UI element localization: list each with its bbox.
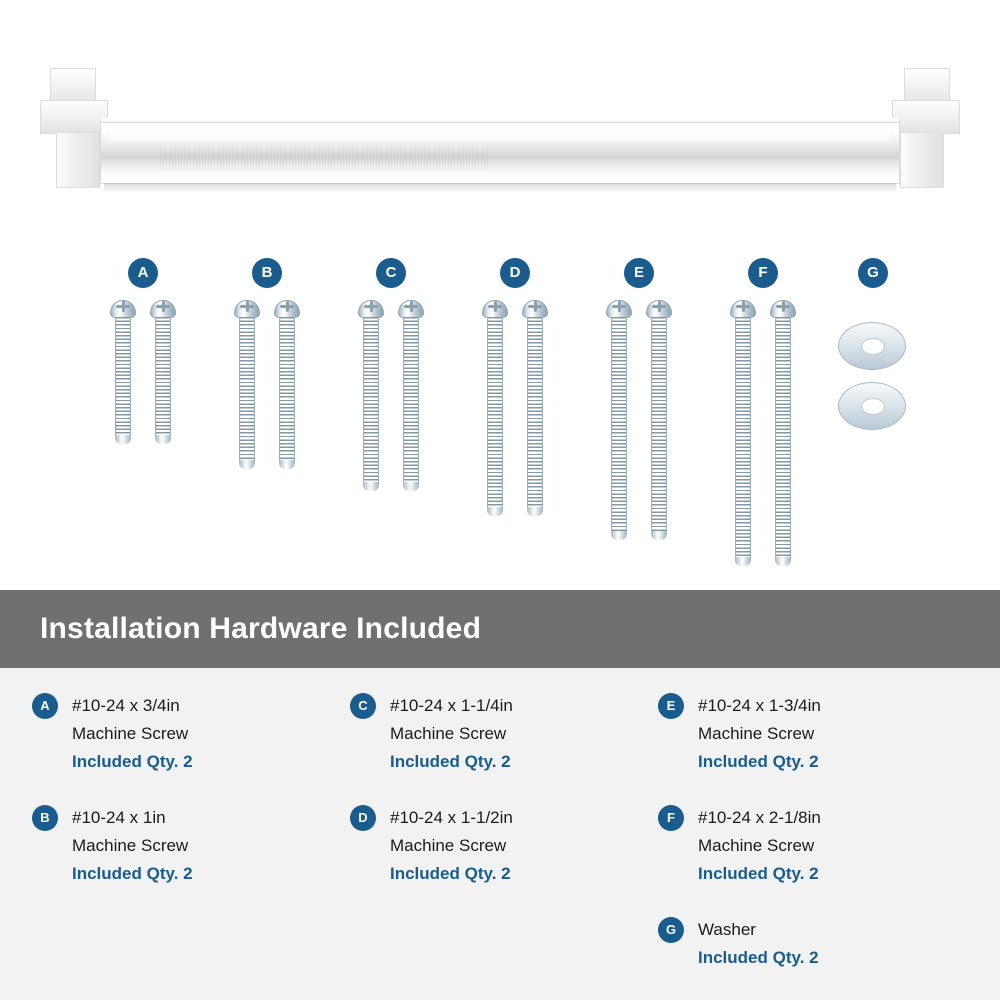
legend-badge-g: G — [658, 917, 684, 943]
screw-shank — [155, 317, 171, 435]
screw-pair-e — [604, 300, 674, 580]
legend-qty: Included Qty. 2 — [698, 864, 819, 884]
screw-slot-cross — [658, 301, 661, 312]
screw — [522, 300, 548, 580]
installation-hardware-banner — [0, 590, 1000, 668]
hardware-group-b — [232, 258, 302, 580]
screw — [274, 300, 300, 580]
legend-type: Machine Screw — [72, 836, 189, 856]
screw-slot-cross — [742, 301, 745, 312]
washer-pair — [838, 300, 908, 460]
screw-shank — [115, 317, 131, 435]
legend-qty: Included Qty. 2 — [698, 948, 819, 968]
legend-badge-c: C — [350, 693, 376, 719]
hardware-badge-g: G — [858, 258, 888, 288]
legend-qty: Included Qty. 2 — [72, 752, 193, 772]
screw-slot-cross — [162, 301, 165, 312]
post-stem — [56, 132, 100, 188]
legend-badge-a: A — [32, 693, 58, 719]
hardware-badge-e: E — [624, 258, 654, 288]
screw-tip — [651, 531, 667, 540]
screw-tip — [115, 435, 131, 444]
legend-type: Machine Screw — [698, 836, 815, 856]
screw-pair-a — [108, 300, 178, 580]
screw-slot-cross — [122, 301, 125, 312]
post-step-lower — [40, 100, 108, 134]
screw — [234, 300, 260, 580]
hardware-group-g — [838, 258, 908, 460]
bar-highlight — [110, 130, 890, 144]
legend-column-3 — [658, 692, 978, 1000]
screw — [482, 300, 508, 580]
legend-spec: #10-24 x 1-1/4in — [390, 696, 513, 715]
legend-qty: Included Qty. 2 — [698, 752, 819, 772]
post-step-upper — [50, 68, 96, 102]
washer — [838, 322, 906, 370]
hardware-group-d — [480, 258, 550, 580]
screw — [770, 300, 796, 580]
screw-shank — [735, 317, 751, 557]
hardware-badge-c: C — [376, 258, 406, 288]
screw-shank — [239, 317, 255, 460]
screw-tip — [527, 507, 543, 516]
legend-item-b — [32, 804, 332, 888]
legend-badge-f: F — [658, 805, 684, 831]
screw-tip — [279, 460, 295, 469]
hardware-legend — [0, 668, 1000, 1000]
post-step-upper — [904, 68, 950, 102]
screw-shank — [527, 317, 543, 507]
bar-texture — [160, 148, 490, 170]
hardware-badge-d: D — [500, 258, 530, 288]
screw — [730, 300, 756, 580]
screw-slot-cross — [286, 301, 289, 312]
screw — [358, 300, 384, 580]
hardware-group-f — [728, 258, 798, 580]
legend-spec: #10-24 x 1in — [72, 808, 166, 828]
legend-qty: Included Qty. 2 — [72, 864, 193, 884]
hardware-badge-f: F — [748, 258, 778, 288]
legend-item-g — [658, 916, 978, 972]
legend-qty: Included Qty. 2 — [390, 864, 511, 884]
legend-item-e — [658, 692, 978, 776]
hardware-badge-a: A — [128, 258, 158, 288]
screw-tip — [363, 482, 379, 491]
screw-tip — [487, 507, 503, 516]
legend-item-a — [32, 692, 332, 776]
legend-badge-e: E — [658, 693, 684, 719]
legend-spec: #10-24 x 1-1/2in — [390, 808, 513, 828]
legend-spec: #10-24 x 2-1/8in — [698, 808, 821, 828]
screw-slot-cross — [534, 301, 537, 312]
screw-slot-cross — [494, 301, 497, 312]
screw-tip — [611, 531, 627, 540]
legend-column-1 — [32, 692, 332, 916]
screw-shank — [775, 317, 791, 557]
legend-column-2 — [350, 692, 650, 916]
screw-tip — [155, 435, 171, 444]
legend-spec: #10-24 x 1-3/4in — [698, 696, 821, 715]
legend-type: Machine Screw — [390, 724, 507, 744]
hardware-group-a — [108, 258, 178, 580]
screw-pair-f — [728, 300, 798, 580]
screw-shank — [363, 317, 379, 482]
legend-spec: Washer — [698, 920, 756, 940]
screw-shank — [279, 317, 295, 460]
screw-slot-cross — [782, 301, 785, 312]
legend-type: Machine Screw — [72, 724, 189, 744]
screw-shank — [487, 317, 503, 507]
post-step-lower — [892, 100, 960, 134]
screw-shank — [651, 317, 667, 531]
screw — [398, 300, 424, 580]
screw-shank — [611, 317, 627, 531]
post-stem — [900, 132, 944, 188]
bar-post-left — [40, 68, 108, 186]
screw-slot-cross — [618, 301, 621, 312]
legend-badge-d: D — [350, 805, 376, 831]
screw-slot-cross — [370, 301, 373, 312]
legend-item-d — [350, 804, 650, 888]
legend-badge-b: B — [32, 805, 58, 831]
screw-pair-d — [480, 300, 550, 580]
towel-bar-product-image — [40, 60, 960, 200]
screw-tip — [735, 557, 751, 566]
legend-item-c — [350, 692, 650, 776]
screw — [150, 300, 176, 580]
washer — [838, 382, 906, 430]
screw-slot-cross — [246, 301, 249, 312]
legend-type: Machine Screw — [698, 724, 815, 744]
screw-slot-cross — [410, 301, 413, 312]
banner-title: Installation Hardware Included — [40, 612, 482, 645]
screw-tip — [775, 557, 791, 566]
bar-shadow — [104, 183, 896, 193]
legend-qty: Included Qty. 2 — [390, 752, 511, 772]
screw — [646, 300, 672, 580]
hardware-group-e — [604, 258, 674, 580]
screw — [606, 300, 632, 580]
screw — [110, 300, 136, 580]
screw-pair-b — [232, 300, 302, 580]
legend-type: Machine Screw — [390, 836, 507, 856]
screw-tip — [239, 460, 255, 469]
bar-post-right — [892, 68, 960, 186]
hardware-badge-b: B — [252, 258, 282, 288]
screw-tip — [403, 482, 419, 491]
screw-pair-c — [356, 300, 426, 580]
screw-shank — [403, 317, 419, 482]
hardware-group-c — [356, 258, 426, 580]
legend-spec: #10-24 x 3/4in — [72, 696, 180, 715]
legend-item-f — [658, 804, 978, 888]
